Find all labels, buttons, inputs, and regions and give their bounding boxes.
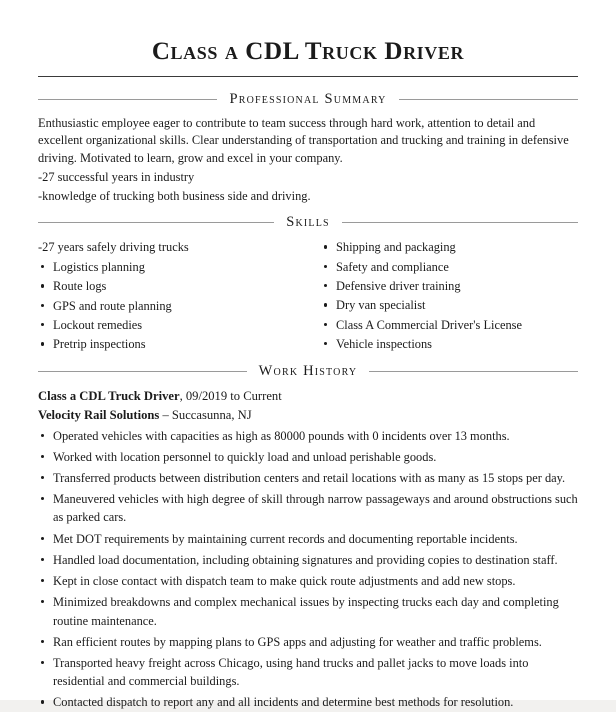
- list-item: Class A Commercial Driver's License: [321, 316, 578, 335]
- list-item: Maneuvered vehicles with high degree of skill through narrow passageways and around obstructions such as parked cars.: [38, 490, 578, 527]
- list-item: Lockout remedies: [38, 316, 295, 335]
- list-item: Handled load documentation, including obtaining signatures and providing copies to destination staff.: [38, 551, 578, 570]
- list-item: Dry van specialist: [321, 296, 578, 315]
- section-title-work-history: Work History: [258, 362, 358, 379]
- summary-paragraph: -27 successful years in industry: [38, 170, 195, 185]
- section-professional-summary: [38, 91, 578, 207]
- list-item: Safety and compliance: [321, 258, 578, 277]
- skills-list-left: [38, 258, 295, 354]
- job-title-line: [38, 387, 578, 406]
- list-item: Transferred products between distribution centers and retail locations with as many as 15 stops per day.: [38, 469, 578, 488]
- skills-column-right: [321, 238, 578, 354]
- list-item: Transported heavy freight across Chicago, using hand trucks and pallet jacks to move loads into residential and commercial buildings.: [38, 654, 578, 691]
- list-item: Vehicle inspections: [321, 335, 578, 354]
- skills-columns: [38, 238, 578, 354]
- summary-paragraph: Enthusiastic employee eager to contribute to team success through hard work, attention to detail and excellent organizational skills. Clear understanding of transportation and trucking and training in defensive driving. Motivated to learn, grow and excel in your company.: [38, 115, 569, 166]
- section-rule-right: [399, 99, 578, 100]
- skills-lead-line: -27 years safely driving trucks: [38, 240, 189, 255]
- section-work-history: [38, 363, 578, 712]
- title-divider: [38, 76, 578, 77]
- list-item: Operated vehicles with capacities as high as 80000 pounds with 0 incidents over 13 months.: [38, 427, 578, 446]
- job-role: Class a CDL Truck Driver: [38, 388, 180, 403]
- list-item: Logistics planning: [38, 258, 295, 277]
- list-item: Kept in close contact with dispatch team to make quick route adjustments and add new stops.: [38, 572, 578, 591]
- list-item: Defensive driver training: [321, 277, 578, 296]
- list-item: Met DOT requirements by maintaining current records and documenting reportable incidents.: [38, 530, 578, 549]
- section-title-summary: Professional Summary: [229, 90, 387, 107]
- list-item: Ran efficient routes by mapping plans to GPS apps and adjusting for weather and traffic problems.: [38, 633, 578, 652]
- section-header: [38, 214, 578, 231]
- page-title: Class a CDL Truck Driver: [151, 38, 465, 65]
- section-header: [38, 363, 578, 380]
- skills-column-left: [38, 238, 295, 354]
- summary-paragraph: -knowledge of trucking both business side and driving.: [38, 189, 311, 204]
- list-item: Pretrip inspections: [38, 335, 295, 354]
- list-item: Route logs: [38, 277, 295, 296]
- work-history-entry: [38, 387, 578, 712]
- job-company-line: [38, 406, 578, 425]
- section-rule-left: [38, 222, 274, 223]
- job-dates: , 09/2019 to Current: [179, 388, 282, 403]
- section-skills: [38, 214, 578, 354]
- section-rule-right: [369, 371, 578, 372]
- list-item: GPS and route planning: [38, 297, 295, 316]
- section-header: [38, 91, 578, 108]
- skills-list-right: [321, 238, 578, 354]
- list-item: Contacted dispatch to report any and all incidents and determine best methods for resolution.: [38, 693, 578, 712]
- job-company: Velocity Rail Solutions: [38, 407, 160, 422]
- section-title-skills: Skills: [286, 214, 330, 231]
- section-rule-left: [38, 99, 217, 100]
- list-item: Worked with location personnel to quickly load and unload perishable goods.: [38, 448, 578, 467]
- job-location: – Succasunna, NJ: [159, 407, 252, 422]
- section-rule-left: [38, 371, 247, 372]
- list-item: Shipping and packaging: [321, 238, 578, 257]
- list-item: Minimized breakdowns and complex mechanical issues by inspecting trucks each day and completing routine maintenance.: [38, 593, 578, 630]
- job-duties-list: [38, 427, 578, 712]
- section-rule-right: [342, 222, 578, 223]
